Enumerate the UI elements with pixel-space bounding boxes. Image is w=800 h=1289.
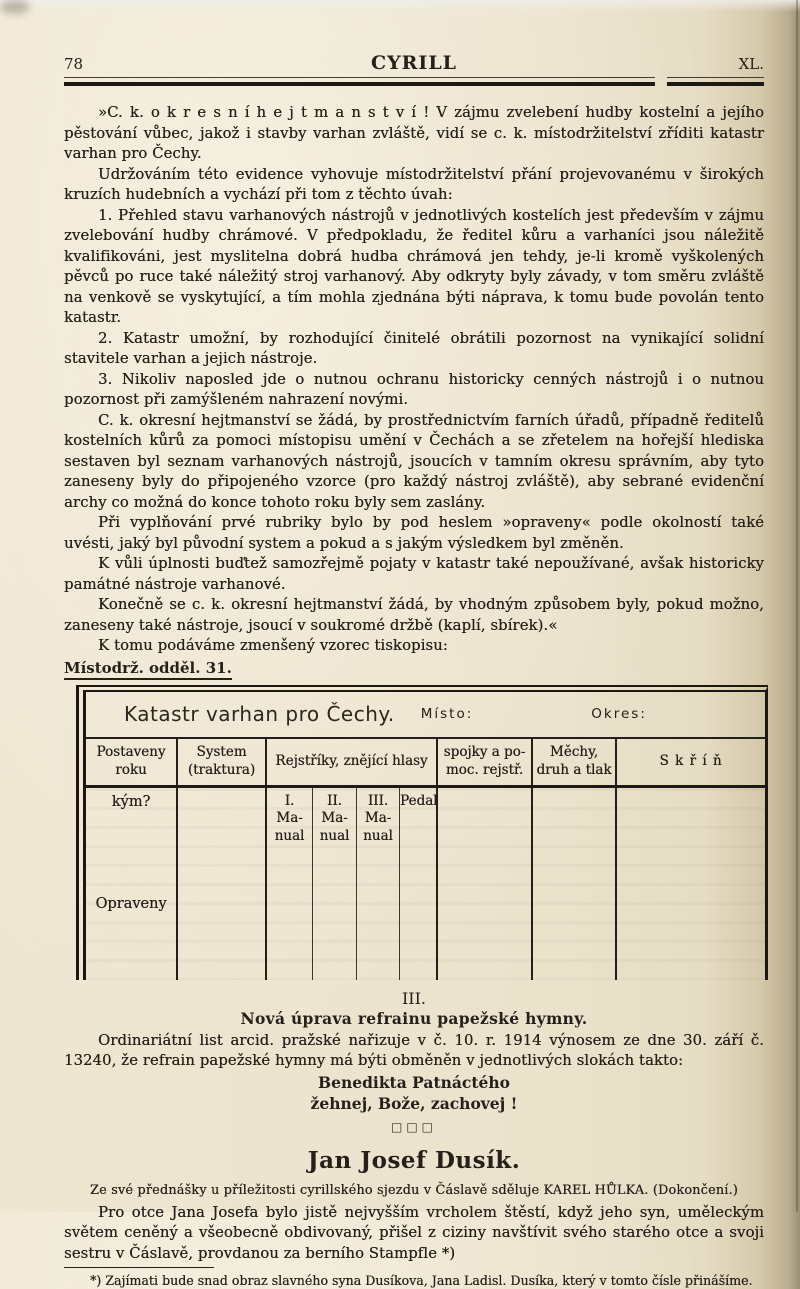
- refrain-line-1: Benedikta Patnáctého: [64, 1072, 764, 1093]
- cell-manual-1: [267, 788, 313, 980]
- column-header-built: [86, 739, 178, 785]
- header-line: Postaveny: [96, 744, 165, 762]
- column-header-registers-group: [267, 739, 438, 785]
- paragraph: Pro otce Jana Josefa bylo jistě nejvyšším vrcholem štěstí, když jeho syn, uměleckým světem ceněný a všeobecně obdivovaný, přišel z ciziny navštívit svého starého otce a svoji sestru v Čáslavě, provdanou za berního Stampfle *): [64, 1203, 764, 1265]
- cell-pedal: [400, 788, 438, 980]
- article-byline: Ze své přednášky u příležitosti cyrillského sjezdu v Čáslavě sděluje KAREL HŮLKA. (Dokončení.): [64, 1183, 764, 1198]
- rule-segment-left: [64, 77, 655, 86]
- issue-number: XL.: [674, 55, 764, 73]
- paragraph: 3. Nikoliv naposled jde o nutnou ochranu historicky cenných nástrojů i o nutnou pozornost při zamýšleném nahrazení novými.: [64, 370, 764, 411]
- header-line: spojky a po-: [444, 744, 526, 762]
- header-line: Rejstříky, znějící hlasy: [275, 753, 427, 771]
- district-label: Okres:: [591, 706, 647, 722]
- footnote: *) Zajímati bude snad obraz slavného syna Dusíkova, Jana Ladisl. Dusíka, který v tomto čísle přinášíme.: [64, 1272, 764, 1289]
- cell-manual-3: [357, 788, 400, 980]
- table-title-row: [86, 692, 765, 739]
- page-number: 78: [64, 55, 154, 73]
- header-line: System: [196, 744, 246, 762]
- form-reference: [64, 659, 764, 677]
- section-hymn: [64, 989, 764, 1134]
- paragraph: Konečně se c. k. okresní hejtmanství žádá, by vhodným způsobem byly, pokud možno, zaneseny také nástroje, jsoucí v soukromé držbě (kaplí, sbírek).«: [64, 595, 764, 636]
- running-head: [64, 52, 764, 86]
- running-head-rule: [64, 77, 764, 86]
- cell-built-by-whom: [86, 788, 178, 980]
- paragraph: 2. Katastr umožní, by rozhodující činitelé obrátili pozornost na vynikající solidní stavitele varhan a jejich nástroje.: [64, 329, 764, 370]
- column-header-bellows: [533, 739, 617, 785]
- paragraph: C. k. okresní hejtmanství se žádá, by prostřednictvím farních úřadů, případně ředitelů kostelních kůrů za pomoci místopisu umění v Čechách a se zřetelem na hořejší hlediska sestaven byl seznam varhanových nástrojů, jsoucích v tamním okresu správním, aby tyto zaneseny byly do připojeného vzorce (pro každý nástroj zvláště), aby sebrané evidenční archy co možná do konce tohoto roku byly sem zaslány.: [64, 411, 764, 514]
- table-header-row: [86, 739, 765, 788]
- manual1-label: I. Ma- nual: [267, 788, 312, 846]
- scan-top-light-band: [0, 0, 800, 12]
- paragraph: 1. Přehled stavu varhanových nástrojů v jednotlivých kostelích jest především v zájmu zvelebování hudby chrámové. V předpokladu, že ředitel kůru a varhaníci jsou náležitě kvalifikováni, jest myslitelna dobrá hudba chrámová jen tehdy, je-li kromě vyškolených pěvců po ruce také náležitý stroj varhanový. Aby odkryty byly závady, v tom směru zvláště na venkově se vyskytující, a tím mohla zjednána býti náprava, k tomu bude povolán tento katastr.: [64, 206, 764, 329]
- footnote-rule: [64, 1267, 214, 1268]
- paragraph: K vůli úplnosti buďtež samozřejmě pojaty v katastr také nepoužívané, avšak historicky památné nástroje varhanové.: [64, 554, 764, 595]
- header-line: moc. rejstř.: [446, 762, 523, 780]
- header-line: S k ř í ň: [659, 753, 722, 771]
- cell-system: [178, 788, 267, 980]
- section-body: Ordinariátní list arcid. pražské nařizuje v č. 10. r. 1914 výnosem ze dne 30. září č. 13240, že refrain papežské hymny má býti obměněn v jednotlivých slokách takto:: [64, 1031, 764, 1072]
- repaired-label: Opraveny: [95, 896, 166, 912]
- place-label: Místo:: [421, 706, 474, 722]
- table-body-row: [86, 788, 765, 980]
- paragraph: »C. k. o k r e s n í h e j t m a n s t v í ! V zájmu zvelebení hudby kostelní a jejího pěstování vůbec, jakož i stavby varhan zvláště, vidí se c. k. místodržitelství zříditi katastr varhan pro Čechy.: [64, 103, 764, 165]
- article-title: Jan Josef Dusík.: [64, 1147, 764, 1174]
- journal-title: CYRILL: [154, 52, 674, 74]
- table-title: Katastr varhan pro Čechy.: [124, 702, 395, 726]
- cell-couplers: [438, 788, 533, 980]
- article-katastr: [64, 103, 764, 677]
- by-whom-label: kým?: [112, 794, 151, 810]
- refrain-line-2: žehnej, Bože, zachovej !: [64, 1093, 764, 1114]
- header-line: druh a tlak: [536, 762, 611, 780]
- header-line: Měchy,: [550, 744, 598, 762]
- column-header-couplers: [438, 739, 533, 785]
- cell-bellows: [533, 788, 617, 980]
- column-header-case: [617, 739, 765, 785]
- article-dusik: [64, 1147, 764, 1289]
- page: [64, 52, 764, 1289]
- header-line: (traktura): [188, 762, 255, 780]
- scan-right-edge-shadow: [796, 0, 798, 1212]
- paragraph: Udržováním této evidence vyhovuje místodržitelství přání projevovanému v širokých kruzích hudebních a vychází při tom z těchto úvah:: [64, 165, 764, 206]
- cell-case: [617, 788, 765, 980]
- section-numeral: III.: [64, 989, 764, 1008]
- scan-corner-smudge: [0, 0, 30, 14]
- pedal-label: Pedal: [400, 788, 436, 811]
- header-line: roku: [115, 762, 146, 780]
- cell-manual-2: [313, 788, 357, 980]
- paragraph: K tomu podáváme zmenšený vzorec tiskopisu:: [64, 636, 764, 657]
- squares-ornament: □□□: [64, 1120, 764, 1134]
- section-heading: Nová úprava refrainu papežské hymny.: [64, 1009, 764, 1028]
- manual2-label: II. Ma- nual: [313, 788, 356, 846]
- rule-segment-right: [667, 77, 764, 86]
- paragraph: Při vyplňování prvé rubriky bylo by pod heslem »opraveny« podle okolností také uvésti, jaký byl původní system a pokud a s jakým výsledkem byl změněn.: [64, 513, 764, 554]
- manual3-label: III. Ma- nual: [357, 788, 399, 846]
- form-reference-label: Místodrž. odděl. 31.: [64, 659, 232, 680]
- katastr-form-table: [76, 685, 768, 980]
- column-header-system: [178, 739, 267, 785]
